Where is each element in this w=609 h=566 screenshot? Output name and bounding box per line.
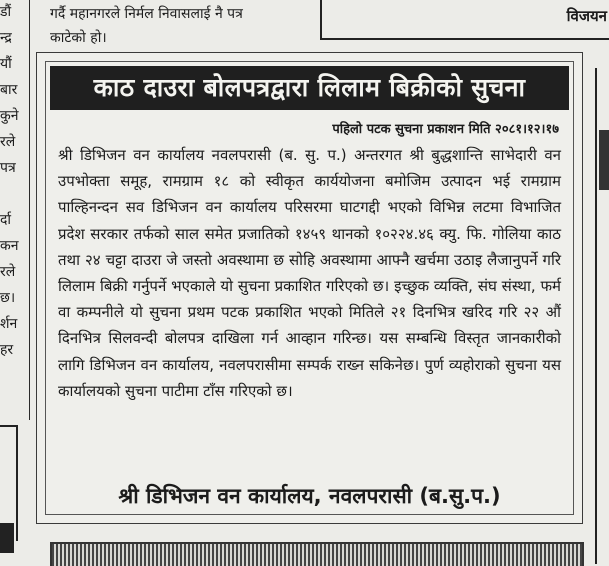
- left-fragment: हर: [0, 342, 14, 358]
- publication-date: पहिलो पटक सुचना प्रकाशन मिति २०८१।१२।१७: [332, 122, 559, 137]
- article-tail-line: काटेको हो।: [50, 30, 107, 46]
- issuing-office-signature: श्री डिभिजन वन कार्यालय, नवलपरासी (ब.सु.प.): [118, 484, 501, 508]
- article-tail-line: गर्दै महानगरले निर्मल निवासलाई नै पत्र: [50, 6, 243, 22]
- right-dark-block: [599, 130, 609, 190]
- left-fragment: र्दा: [0, 212, 12, 228]
- left-fragment: यौं: [0, 56, 12, 72]
- notice-headline: काठ दाउरा बोलपत्रद्वारा लिलाम बिक्रीको सुचना: [50, 66, 569, 110]
- left-fragment: डौं: [0, 4, 12, 20]
- left-fragment: बार: [0, 82, 18, 98]
- left-fragment: रले: [0, 134, 16, 150]
- left-fragment: छ।: [0, 290, 16, 306]
- column-rule: [29, 0, 30, 420]
- adjacent-article-fragment: विजयन: [566, 7, 607, 25]
- left-fragment: र्शन: [0, 316, 18, 332]
- left-fragment: कन: [0, 238, 19, 254]
- adjacent-article-box: [320, 0, 609, 40]
- next-notice-border: [50, 542, 584, 566]
- left-dark-block: [0, 523, 14, 553]
- left-fragment: [0, 182, 24, 208]
- left-column-fragments: [0, 0, 24, 410]
- article-tail: [50, 2, 310, 50]
- notice-body: श्री डिभिजन वन कार्यालय नवलपरासी (ब. सु. प.) अन्तरगत श्री बुद्धशान्ति साभेदारी वन उपभोक्ता समूह, रामग्राम १८ को स्वीकृत कार्ययोजना बमोजिम उत्पादन भई रामग्राम पाल्हिनन्दन सव डिभिजन वन कार्यालय परिसरमा घाटगद्दी भएको विभिन्न लटमा विभाजित प्रदेश सरकार तर्फको साल समेत प्रजातिको १४५९ थानको १०२२४.४६ क्यु. फि. गोलिया काठ तथा २४ चट्टा दाउरा जे जस्तो अवस्थामा छ सोहि अवस्थामा आफ्नै खर्चमा उठाइ लैजानुपर्ने गरि लिलाम बिक्री गर्नुपर्ने भएकाले यो सुचना प्रकाशित गरिएको छ। इच्छुक व्यक्ति, संघ संस्था, फर्म वा कम्पनीले यो सुचना प्रथम पटक प्रकाशित भएको मितिले २१ दिनभित्र खरिद गरि २२ औं दिनभित्र सिलवन्दी बोलपत्र दाखिला गर्न आव्हान गरिन्छ। यस सम्बन्धि विस्तृत जानकारीको लागि डिभिजन वन कार्यालय, नवलपरासीमा सम्पर्क राख्न सकिनेछ। पुर्ण व्यहोराको सुचना यस कार्यालयको सुचना पाटीमा टाँस गरिएको छ।: [58, 146, 561, 400]
- left-fragment: कुने: [0, 108, 19, 124]
- left-fragment: रले: [0, 264, 16, 280]
- notice-frame: [45, 61, 574, 515]
- left-fragment: पत्र: [0, 160, 16, 176]
- auction-notice: [36, 52, 583, 524]
- left-fragment: न्द्र: [0, 30, 12, 46]
